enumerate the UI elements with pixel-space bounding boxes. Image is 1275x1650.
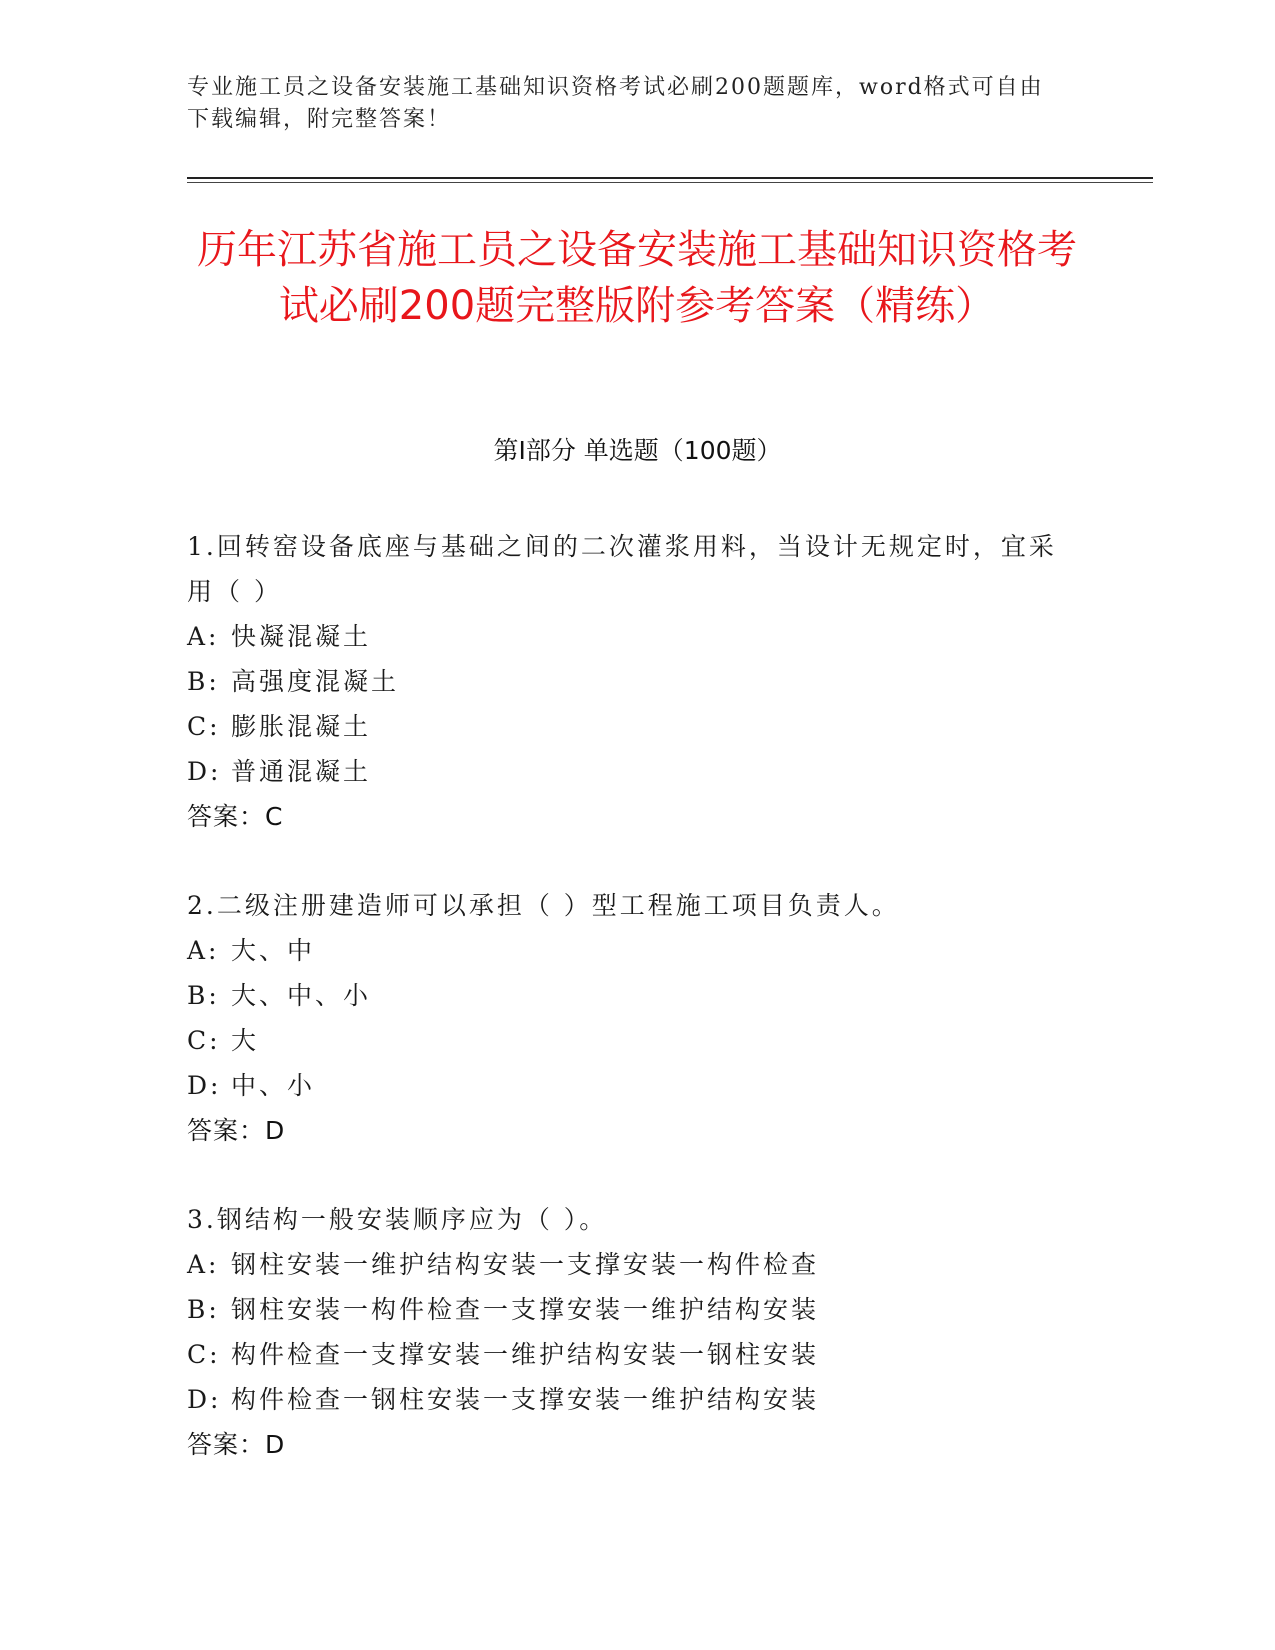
option-text: 构件检查一钢柱安装一支撑安装一维护结构安装 [231, 1385, 820, 1414]
option-b [187, 1287, 1067, 1332]
option-b [187, 973, 1067, 1018]
question-1 [187, 524, 1067, 839]
question-2 [187, 883, 1067, 1153]
option-letter: D: [187, 1071, 222, 1100]
option-d [187, 1377, 1067, 1422]
header-divider-thin [187, 182, 1153, 183]
option-text: 中、小 [231, 1071, 316, 1100]
option-text: 膨胀混凝土 [231, 712, 372, 741]
option-a [187, 928, 1067, 973]
option-text: 快凝混凝土 [231, 622, 372, 651]
option-c [187, 1018, 1067, 1063]
option-a [187, 1242, 1067, 1287]
header-note: 专业施工员之设备安装施工基础知识资格考试必刷200题题库，word格式可自由下载编辑，附完整答案！ [187, 75, 1044, 132]
question-list [187, 524, 1067, 1511]
option-letter: C: [187, 1340, 221, 1369]
option-text: 构件检查一支撑安装一维护结构安装一钢柱安装 [231, 1340, 820, 1369]
header-divider-thick [187, 177, 1153, 179]
option-letter: D: [187, 1385, 222, 1414]
option-b [187, 659, 1067, 704]
section-heading: 第I部分 单选题（100题） [493, 436, 782, 465]
option-text: 钢柱安装一构件检查一支撑安装一维护结构安装 [231, 1295, 820, 1324]
option-d [187, 749, 1067, 794]
option-c [187, 704, 1067, 749]
question-3 [187, 1197, 1067, 1467]
question-stem: 1.回转窑设备底座与基础之间的二次灌浆用料，当设计无规定时，宜采用（ ） [187, 532, 1057, 606]
option-text: 高强度混凝土 [231, 667, 400, 696]
option-letter: A: [187, 622, 220, 651]
answer-line: 答案：D [187, 1116, 286, 1145]
option-text: 大、中、小 [231, 981, 372, 1010]
option-letter: A: [187, 1250, 220, 1279]
option-letter: B: [187, 981, 220, 1010]
option-a [187, 614, 1067, 659]
option-letter: B: [187, 667, 220, 696]
option-text: 普通混凝土 [231, 757, 372, 786]
option-letter: A: [187, 936, 220, 965]
option-text: 大 [231, 1026, 260, 1055]
question-stem: 2.二级注册建造师可以承担（ ）型工程施工项目负责人。 [187, 891, 900, 920]
option-text: 大、中 [231, 936, 316, 965]
option-d [187, 1063, 1067, 1108]
option-c [187, 1332, 1067, 1377]
answer-line: 答案：D [187, 1430, 286, 1459]
option-letter: C: [187, 1026, 221, 1055]
option-text: 钢柱安装一维护结构安装一支撑安装一构件检查 [231, 1250, 820, 1279]
option-letter: B: [187, 1295, 220, 1324]
option-letter: D: [187, 757, 222, 786]
question-stem: 3.钢结构一般安装顺序应为（ ）。 [187, 1205, 608, 1234]
option-letter: C: [187, 712, 221, 741]
answer-line: 答案：C [187, 802, 284, 831]
document-title: 历年江苏省施工员之设备安装施工基础知识资格考试必刷200题完整版附参考答案（精练） [197, 227, 1077, 329]
